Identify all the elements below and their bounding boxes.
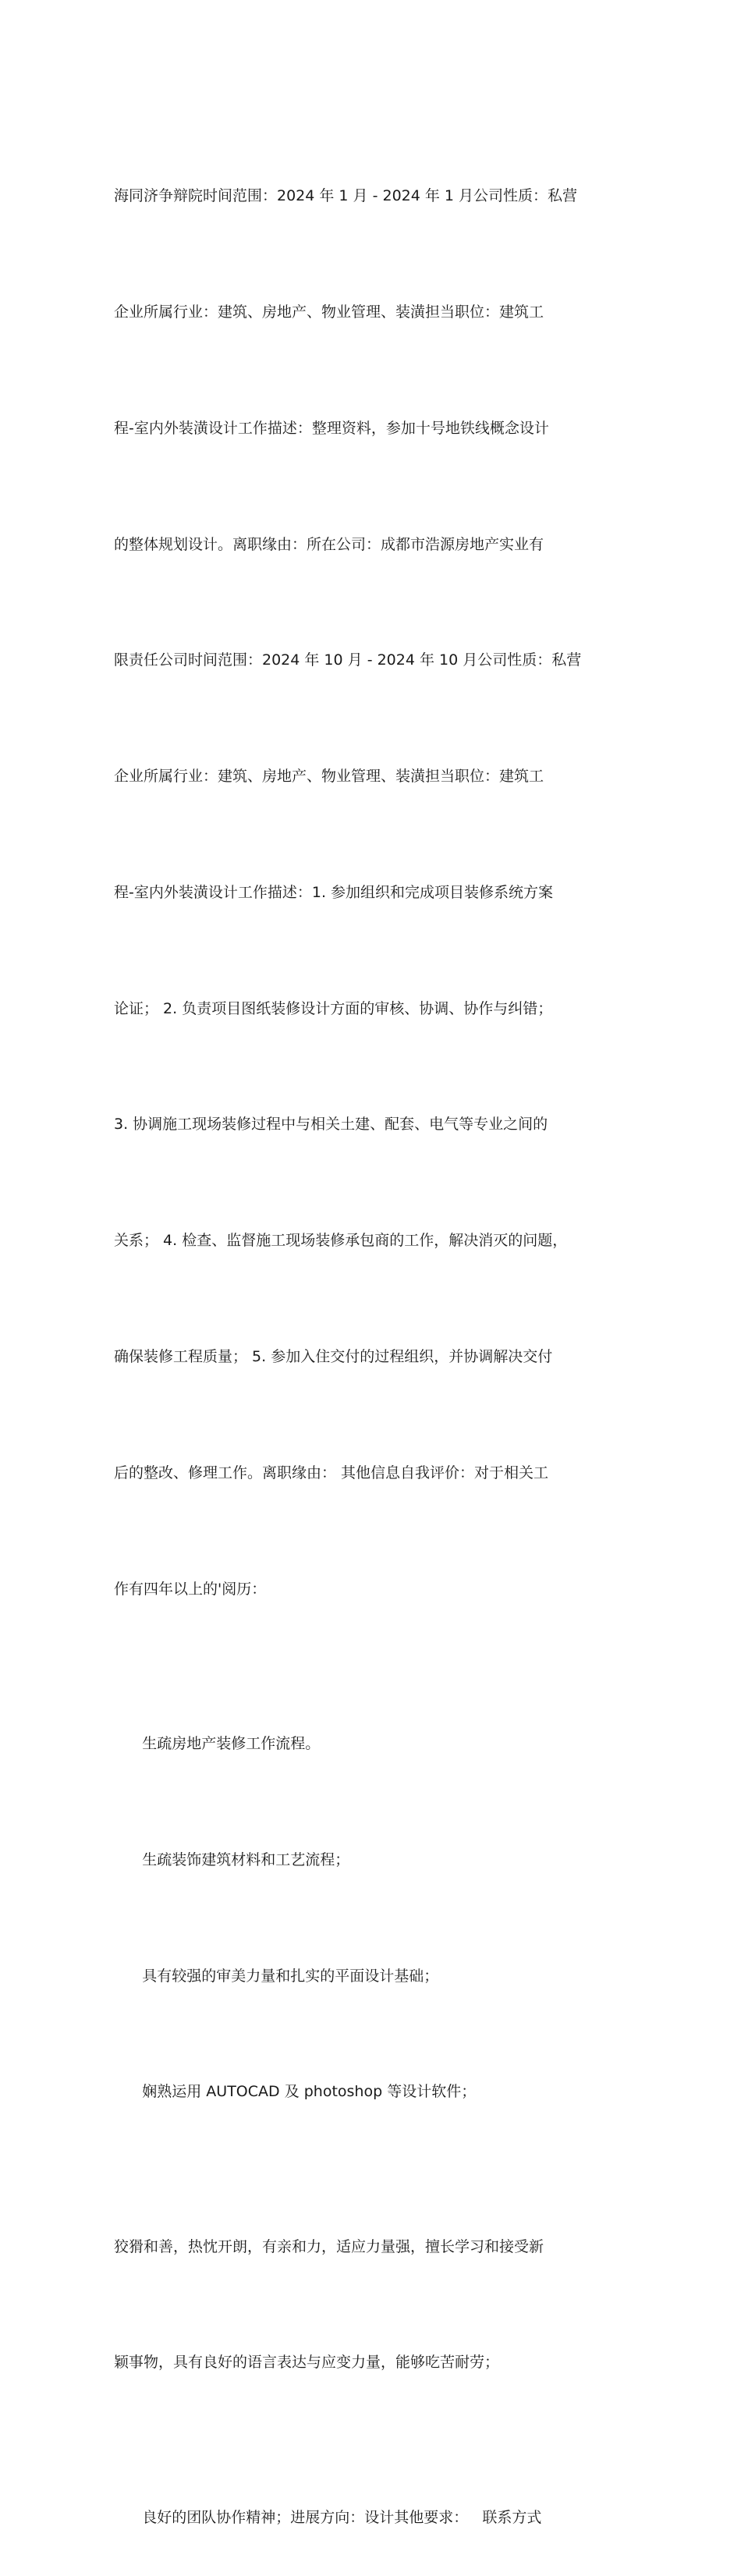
text-line: 生疏房地产装修工作流程。: [142, 1734, 321, 1752]
text-line: 限责任公司时间范围：2024 年 10 月 - 2024 年 10 月公司性质：私营: [114, 651, 582, 669]
text-line: 3. 协调施工现场装修过程中与相关土建、配套、电气等专业之间的: [114, 1116, 548, 1134]
document-body: [114, 100, 644, 2576]
self-evaluation-item: [114, 1918, 644, 2035]
text-line: 关系； 4. 检查、监督施工现场装修承包商的工作，解决消灭的问题，: [114, 1232, 568, 1250]
text-line: 后的整改、修理工作。离职缘由： 其他信息自我评价：对于相关工: [114, 1464, 549, 1481]
work-experience-paragraph: [114, 100, 644, 1686]
self-evaluation-item: [114, 1802, 644, 1918]
text-line: 狡猾和善，热忱开朗，有亲和力，适应力量强，擅长学习和接受新: [114, 2237, 544, 2255]
self-evaluation-item: [114, 2150, 644, 2460]
closing-item: [114, 2460, 644, 2576]
text-line: 的整体规划设计。离职缘由：所在公司：成都市浩源房地产实业有: [114, 535, 544, 553]
text-line: 企业所属行业：建筑、房地产、物业管理、装潢担当职位：建筑工: [114, 768, 544, 786]
text-line: 作有四年以上的'阅历：: [114, 1580, 267, 1598]
self-evaluation-item: [114, 2035, 644, 2151]
text-line: 具有较强的审美力量和扎实的平面设计基础；: [142, 1967, 439, 1985]
self-evaluation-item: [114, 1686, 644, 1802]
text-line: 娴熟运用 AUTOCAD 及 photoshop 等设计软件；: [142, 2083, 477, 2101]
text-line: 颖事物，具有良好的语言表达与应变力量，能够吃苦耐劳；: [114, 2354, 500, 2372]
text-line: 确保装修工程质量； 5. 参加入住交付的过程组织，并协调解决交付: [114, 1348, 553, 1365]
text-line: 海同济争辩院时间范围：2024 年 1 月 - 2024 年 1 月公司性质：私营: [114, 187, 578, 205]
text-line: 生疏装饰建筑材料和工艺流程；: [142, 1850, 350, 1868]
text-line: 企业所属行业：建筑、房地产、物业管理、装潢担当职位：建筑工: [114, 303, 544, 321]
text-line: 程-室内外装潢设计工作描述：整理资料，参加十号地铁线概念设计: [114, 419, 549, 437]
text-line: 论证； 2. 负责项目图纸装修设计方面的审核、协调、协作与纠错；: [114, 999, 553, 1017]
text-line: 良好的团队协作精神；进展方向：设计其他要求： 联系方式: [142, 2508, 542, 2526]
text-line: 程-室内外装潢设计工作描述：1. 参加组织和完成项目装修系统方案: [114, 883, 554, 901]
